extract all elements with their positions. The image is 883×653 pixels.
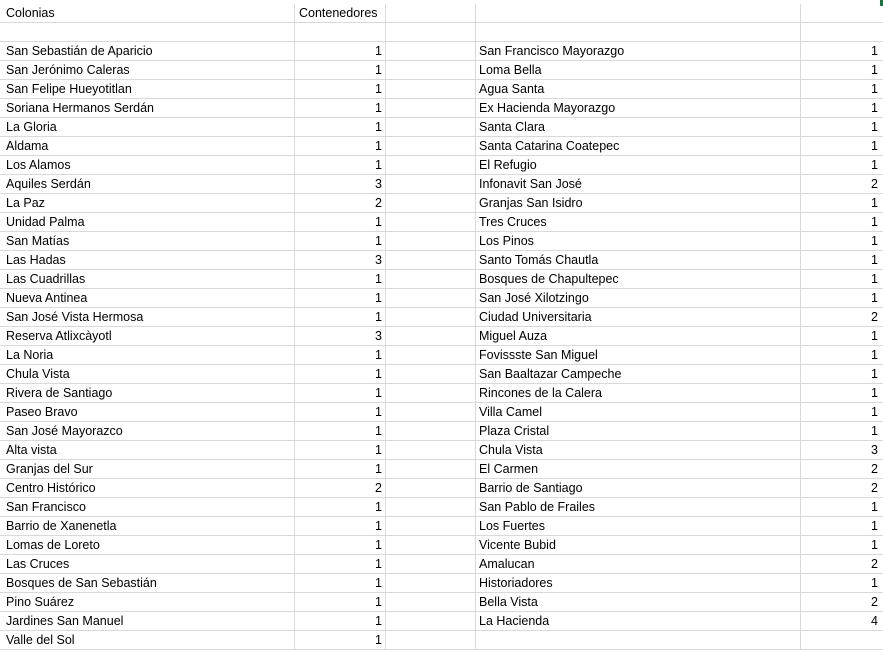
colonia-name-cell[interactable]: Granjas del Sur [0,460,295,479]
colonia-name-cell[interactable]: Granjas San Isidro [476,194,801,213]
contenedores-count-cell[interactable]: 1 [801,289,883,308]
empty-cell[interactable] [386,289,476,308]
contenedores-count-cell[interactable]: 1 [295,422,386,441]
colonia-name-cell[interactable]: Vicente Bubid [476,536,801,555]
table-row [0,517,883,536]
contenedores-count-cell[interactable]: 1 [801,422,883,441]
table-row [0,42,883,61]
colonia-name-cell[interactable]: Los Pinos [476,232,801,251]
contenedores-count-cell[interactable]: 1 [295,555,386,574]
table-row [0,441,883,460]
contenedores-count-cell[interactable]: 1 [295,498,386,517]
colonia-name-cell[interactable]: Barrio de Xanenetla [0,517,295,536]
empty-cell[interactable] [295,23,386,42]
table-row [0,593,883,612]
contenedores-count-cell[interactable]: 1 [295,384,386,403]
empty-cell[interactable] [386,175,476,194]
contenedores-count-cell[interactable]: 2 [801,555,883,574]
contenedores-count-cell[interactable]: 1 [295,61,386,80]
colonia-name-cell[interactable]: Villa Camel [476,403,801,422]
table-row [0,156,883,175]
empty-cell[interactable] [386,23,476,42]
empty-cell[interactable] [386,555,476,574]
empty-cell[interactable] [386,460,476,479]
contenedores-count-cell[interactable]: 1 [801,137,883,156]
contenedores-count-cell[interactable]: 3 [801,441,883,460]
empty-cell[interactable] [386,327,476,346]
contenedores-count-cell[interactable]: 1 [295,118,386,137]
contenedores-count-cell[interactable]: 1 [295,365,386,384]
empty-cell[interactable] [386,365,476,384]
contenedores-count-cell[interactable]: 1 [295,308,386,327]
table-row [0,213,883,232]
colonia-name-cell[interactable]: Nueva Antinea [0,289,295,308]
colonia-name-cell[interactable]: Las Hadas [0,251,295,270]
empty-cell[interactable] [386,631,476,650]
table-row [0,80,883,99]
colonia-name-cell[interactable]: San Sebastián de Aparicio [0,42,295,61]
empty-cell[interactable] [801,23,883,42]
empty-cell[interactable] [386,156,476,175]
contenedores-count-cell[interactable]: 1 [295,270,386,289]
colonia-name-cell[interactable]: Santa Clara [476,118,801,137]
colonia-name-cell[interactable]: Unidad Palma [0,213,295,232]
colonia-name-cell[interactable]: Pino Suárez [0,593,295,612]
empty-cell[interactable] [386,536,476,555]
contenedores-count-cell[interactable]: 1 [295,99,386,118]
colonia-name-cell[interactable]: San Jerónimo Caleras [0,61,295,80]
colonia-name-cell[interactable]: Centro Histórico [0,479,295,498]
colonia-name-cell[interactable]: San José Mayorazco [0,422,295,441]
empty-cell[interactable] [386,137,476,156]
contenedores-count-cell[interactable]: 2 [801,175,883,194]
table-row [0,346,883,365]
contenedores-count-cell[interactable]: 1 [295,593,386,612]
colonia-name-cell[interactable]: Barrio de Santiago [476,479,801,498]
colonia-name-cell[interactable]: San José Vista Hermosa [0,308,295,327]
header-contenedores[interactable]: Contenedores [295,4,386,23]
contenedores-count-cell[interactable]: 1 [801,517,883,536]
colonia-name-cell[interactable]: Los Alamos [0,156,295,175]
table-row [0,289,883,308]
empty-cell[interactable] [386,612,476,631]
contenedores-count-cell[interactable]: 1 [295,631,386,650]
table-row [0,422,883,441]
table-row [0,175,883,194]
empty-cell[interactable] [801,4,883,23]
table-row [0,270,883,289]
contenedores-count-cell[interactable]: 1 [801,251,883,270]
table-row [0,631,883,650]
colonia-name-cell[interactable]: San Francisco Mayorazgo [476,42,801,61]
contenedores-count-cell[interactable]: 1 [801,536,883,555]
colonia-name-cell[interactable]: La Paz [0,194,295,213]
empty-cell[interactable] [386,213,476,232]
colonia-name-cell[interactable]: Chula Vista [0,365,295,384]
contenedores-count-cell[interactable]: 1 [801,498,883,517]
contenedores-count-cell[interactable]: 1 [295,80,386,99]
contenedores-count-cell[interactable]: 1 [295,441,386,460]
colonia-name-cell[interactable]: Chula Vista [476,441,801,460]
table-row [0,612,883,631]
contenedores-count-cell[interactable]: 1 [295,536,386,555]
contenedores-count-cell[interactable]: 1 [801,118,883,137]
table-row [0,365,883,384]
contenedores-count-cell[interactable]: 1 [295,346,386,365]
contenedores-count-cell[interactable]: 1 [801,61,883,80]
colonia-name-cell[interactable]: Jardines San Manuel [0,612,295,631]
empty-cell[interactable] [386,308,476,327]
empty-cell[interactable] [476,4,801,23]
contenedores-count-cell[interactable]: 2 [801,308,883,327]
table-row [0,479,883,498]
empty-cell[interactable] [476,23,801,42]
colonia-name-cell[interactable]: Ciudad Universitaria [476,308,801,327]
contenedores-count-cell[interactable]: 3 [295,251,386,270]
colonia-name-cell[interactable]: Aldama [0,137,295,156]
contenedores-count-cell[interactable]: 2 [295,479,386,498]
contenedores-count-cell[interactable]: 1 [801,574,883,593]
empty-cell[interactable] [386,479,476,498]
colonia-name-cell[interactable]: Lomas de Loreto [0,536,295,555]
table-row [0,308,883,327]
table-row [0,137,883,156]
contenedores-count-cell[interactable]: 2 [295,194,386,213]
contenedores-count-cell[interactable]: 1 [801,213,883,232]
contenedores-count-cell[interactable]: 1 [801,156,883,175]
table-row [0,574,883,593]
contenedores-count-cell[interactable]: 1 [295,289,386,308]
colonia-name-cell[interactable]: La Hacienda [476,612,801,631]
table-row [0,327,883,346]
contenedores-count-cell[interactable]: 2 [801,460,883,479]
empty-cell[interactable] [386,517,476,536]
colonia-name-cell[interactable]: Reserva Atlixcàyotl [0,327,295,346]
contenedores-count-cell[interactable]: 3 [295,327,386,346]
colonia-name-cell[interactable]: El Refugio [476,156,801,175]
colonia-name-cell[interactable]: Bella Vista [476,593,801,612]
colonia-name-cell[interactable]: Bosques de San Sebastián [0,574,295,593]
colonia-name-cell[interactable]: Loma Bella [476,61,801,80]
contenedores-count-cell[interactable]: 1 [801,42,883,61]
empty-cell[interactable] [386,441,476,460]
colonia-name-cell[interactable]: Paseo Bravo [0,403,295,422]
contenedores-count-cell[interactable]: 1 [295,42,386,61]
contenedores-count-cell[interactable]: 2 [801,593,883,612]
empty-cell[interactable] [386,270,476,289]
table-row [0,460,883,479]
contenedores-count-cell[interactable]: 1 [801,194,883,213]
empty-cell[interactable] [386,4,476,23]
contenedores-count-cell[interactable]: 1 [801,403,883,422]
colonia-name-cell[interactable]: Aquiles Serdán [0,175,295,194]
colonia-name-cell[interactable]: Soriana Hermanos Serdán [0,99,295,118]
colonia-name-cell[interactable]: La Noria [0,346,295,365]
empty-cell[interactable] [386,346,476,365]
empty-cell[interactable] [386,194,476,213]
empty-cell[interactable] [386,99,476,118]
empty-cell[interactable] [386,42,476,61]
header-row [0,4,883,23]
table-row [0,403,883,422]
colonia-name-cell[interactable]: La Gloria [0,118,295,137]
contenedores-count-cell[interactable]: 1 [295,517,386,536]
contenedores-count-cell[interactable]: 1 [295,574,386,593]
colonia-name-cell[interactable]: Santo Tomás Chautla [476,251,801,270]
colonia-name-cell[interactable]: Valle del Sol [0,631,295,650]
colonia-name-cell[interactable]: Rincones de la Calera [476,384,801,403]
contenedores-count-cell[interactable]: 1 [801,99,883,118]
table-row [0,498,883,517]
colonia-name-cell[interactable]: Bosques de Chapultepec [476,270,801,289]
contenedores-count-cell[interactable]: 1 [801,346,883,365]
contenedores-count-cell[interactable]: 1 [295,156,386,175]
table-row [0,555,883,574]
empty-cell[interactable] [386,384,476,403]
colonia-name-cell[interactable]: Tres Cruces [476,213,801,232]
colonia-name-cell[interactable]: Las Cruces [0,555,295,574]
empty-cell[interactable] [386,403,476,422]
table-row [0,99,883,118]
contenedores-count-cell[interactable]: 1 [801,80,883,99]
empty-cell[interactable] [386,61,476,80]
contenedores-count-cell[interactable]: 1 [801,327,883,346]
colonia-name-cell[interactable]: El Carmen [476,460,801,479]
contenedores-count-cell[interactable]: 1 [801,232,883,251]
colonia-name-cell[interactable]: Plaza Cristal [476,422,801,441]
colonia-name-cell[interactable]: Rivera de Santiago [0,384,295,403]
contenedores-count-cell[interactable]: 1 [295,612,386,631]
contenedores-count-cell[interactable]: 1 [295,403,386,422]
colonia-name-cell[interactable]: Santa Catarina Coatepec [476,137,801,156]
table-row [0,384,883,403]
contenedores-count-cell[interactable]: 4 [801,612,883,631]
table-row [0,61,883,80]
table-row [0,194,883,213]
colonia-name-cell[interactable]: San Baaltazar Campeche [476,365,801,384]
colonia-name-cell[interactable]: Amalucan [476,555,801,574]
empty-cell[interactable] [386,80,476,99]
contenedores-count-cell[interactable]: 1 [295,213,386,232]
colonia-name-cell[interactable]: Alta vista [0,441,295,460]
table-row [0,232,883,251]
table-row [0,118,883,137]
contenedores-count-cell[interactable]: 1 [295,460,386,479]
colonia-name-cell[interactable]: San Felipe Hueyotitlan [0,80,295,99]
contenedores-count-cell[interactable]: 1 [801,365,883,384]
empty-cell[interactable] [386,118,476,137]
colonia-name-cell[interactable]: San Matías [0,232,295,251]
colonia-name-cell[interactable]: Fovissste San Miguel [476,346,801,365]
empty-cell[interactable] [386,574,476,593]
colonia-name-cell[interactable]: Los Fuertes [476,517,801,536]
contenedores-count-cell[interactable]: 1 [801,384,883,403]
contenedores-count-cell[interactable]: 3 [295,175,386,194]
colonia-name-cell[interactable]: Las Cuadrillas [0,270,295,289]
contenedores-count-cell[interactable]: 1 [295,232,386,251]
contenedores-count-cell[interactable]: 1 [295,137,386,156]
empty-cell[interactable] [386,232,476,251]
table-row [0,251,883,270]
contenedores-count-cell[interactable]: 2 [801,479,883,498]
empty-cell[interactable] [386,422,476,441]
colonia-name-cell[interactable]: San José Xilotzingo [476,289,801,308]
contenedores-count-cell[interactable]: 1 [801,270,883,289]
table-row [0,536,883,555]
colonia-name-cell[interactable]: Miguel Auza [476,327,801,346]
empty-cell[interactable] [0,23,295,42]
empty-cell[interactable] [386,498,476,517]
colonia-name-cell[interactable]: San Pablo de Frailes [476,498,801,517]
empty-cell[interactable] [386,251,476,270]
empty-cell[interactable] [386,593,476,612]
colonia-name-cell[interactable]: Agua Santa [476,80,801,99]
colonia-name-cell[interactable]: Ex Hacienda Mayorazgo [476,99,801,118]
blank-row [0,23,883,42]
empty-cell[interactable] [476,631,801,650]
empty-cell[interactable] [801,631,883,650]
header-colonias[interactable]: Colonias [0,4,295,23]
colonia-name-cell[interactable]: Infonavit San José [476,175,801,194]
colonia-name-cell[interactable]: Historiadores [476,574,801,593]
colonia-name-cell[interactable]: San Francisco [0,498,295,517]
